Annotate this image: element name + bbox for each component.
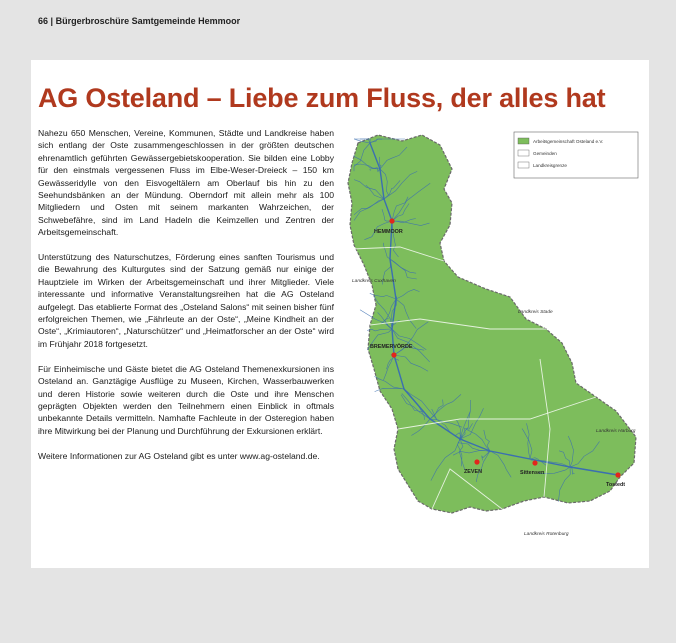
- paragraph: Für Einheimische und Gäste bietet die AG Osteland Themenexkursionen ins Osteland an. Ganztägige Ausflüge zu Museen, Kirchen, Wasserbauwerken und deren Historie sowie weiteren durch die Oste und ihre Menschen geprägten Objekten werden den Teilnehmern einen Einblick in oftmals unbekannte Details vermitteln. Namhafte Fachleute in der Osteregion haben ihre Mitwirkung bei der Planung und Durchführung der Exkursionen erklärt.: [38, 363, 334, 436]
- town-marker: [389, 218, 394, 223]
- paragraph: Nahezu 650 Menschen, Vereine, Kommunen, Städte und Landkreise haben sich entlang der Oste zusammengeschlossen in der größten deutschen ehrenamtlich geführten Gewässergebietskooperation. Sie bilden eine Lobby für den einstmals vergessenen Fluss im Elbe-Weser-Dreieck – 150 km Gewässeridylle von den Eisvogeltälern am Oberlauf bis hin zu den Seehundsbänken an der Mündung. Oberndorf mit allein mehr als 100 Mitgliedern und Osten mit seinem markanten Wahrzeichen, der Schwebefähre, sind im Land Hadeln die Keimzellen und Zentren der Arbeitsgemeinschaft.: [38, 128, 334, 238]
- map-legend: [514, 132, 638, 178]
- town-marker: [615, 472, 620, 477]
- district-label: Landkreis Stade: [518, 310, 553, 315]
- legend-item: Landkreisgrenze: [533, 163, 567, 168]
- town-marker: [391, 352, 396, 357]
- town-marker: [532, 460, 537, 465]
- legend-item: Arbeitsgemeinschaft Osteland e.V.: [533, 139, 604, 144]
- paragraph: Unterstützung des Naturschutzes, Förderung eines sanften Tourismus und die Bewahrung des Kulturgutes sind der Satzung gemäß nur einige der Hauptziele im Wirken der Arbeitsgemeinschaft und ihrer Mitglieder. Viele interessante und informative Veranstaltungsreihen hat die AG Osteland aufgelegt. Das etablierte Format des „Osteland Salons“ mit seinen bisher fünf erfolgreichen Themen, wie „Fährleute an der Oste“, „Meine Kindheit an der Oste“, „Krimiautoren“, „Naturschützer“ und „Heimatforscher an der Oste“ wird im Frühjahr 2018 fortgesetzt.: [38, 252, 334, 349]
- paragraph: Weitere Informationen zur AG Osteland gibt es unter www.ag-osteland.de.: [38, 450, 320, 461]
- page-number: 66: [38, 16, 49, 26]
- article-body: [38, 127, 334, 474]
- place-label: HEMMOOR: [374, 229, 403, 235]
- article-title: AG Osteland – Liebe zum Fluss, der alles hat: [38, 83, 606, 113]
- osteland-map: [340, 129, 640, 556]
- header-separator: |: [50, 16, 54, 26]
- place-label: Sittensen: [520, 470, 545, 476]
- publication-title: Bürgerbroschüre Samtgemeinde Hemmoor: [55, 16, 241, 26]
- page-header: [38, 16, 240, 26]
- place-label: Tostedt: [606, 482, 626, 488]
- town-marker: [474, 459, 479, 464]
- article-page: [31, 60, 649, 568]
- place-label: ZEVEN: [464, 469, 482, 475]
- place-label: BREMERVÖRDE: [370, 344, 413, 350]
- district-label: Landkreis Harburg: [596, 429, 636, 434]
- district-label: Landkreis Cuxhaven: [352, 279, 396, 284]
- district-label: Landkreis Rotenburg: [524, 532, 569, 537]
- legend-item: Gemeinden: [533, 151, 557, 156]
